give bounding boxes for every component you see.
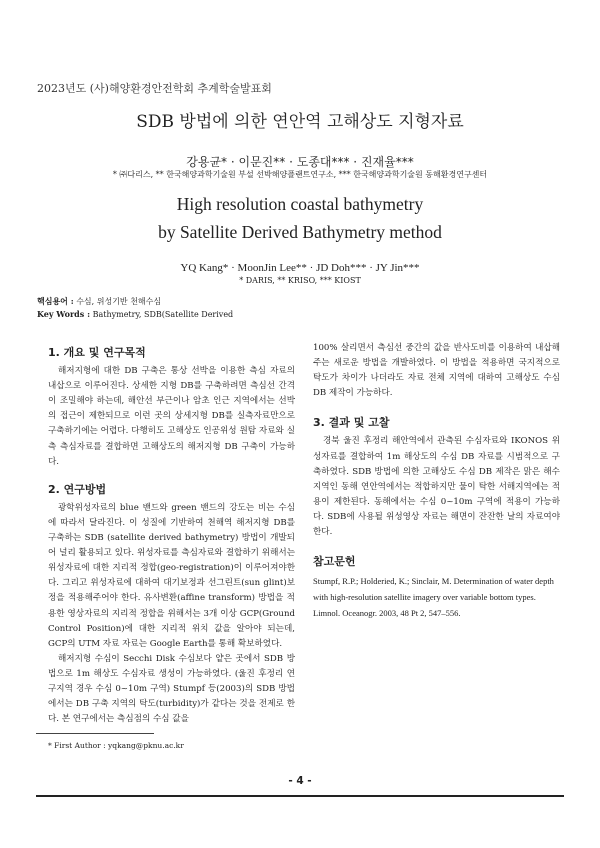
section-2-heading: 2. 연구방법 bbox=[48, 482, 107, 496]
english-title-line2: by Satellite Derived Bathymetry method bbox=[158, 222, 442, 242]
korean-authors: 강용균* · 이문진** · 도종대*** · 진재율*** bbox=[186, 155, 414, 169]
footnote: * First Author : yqkang@pknu.ac.kr bbox=[48, 741, 184, 750]
section-2-paragraph-2: 해저지형 수심이 Secchi Disk 수심보다 얕은 곳에서 SDB 방법으로 1m 해상도 수심자료 생성이 가능하였다. (울진 후정리 연구지역 경우 수심 0~10m 구역) Stumpf 등(2003)의 SDB 방법에서는 DB 구축 지역의 탁도(turbidity)가 같다는 것을 전제로 한다. 본 연구에서는 측심점의 수심 값을 bbox=[48, 653, 295, 725]
english-authors: YQ Kang* · MoonJin Lee** · JD Doh*** · JY Jin*** bbox=[180, 262, 420, 274]
bottom-divider bbox=[36, 795, 564, 797]
english-title bbox=[0, 190, 600, 246]
section-3-heading: 3. 결과 및 고찰 bbox=[313, 416, 390, 430]
english-affiliations: * DARIS, ** KRISO, *** KIOST bbox=[239, 276, 361, 285]
korean-affiliations: * ㈜다리스, ** 한국해양과학기술원 부설 선박해양플랜트연구소, *** 한국해양과학기술원 동해환경연구센터 bbox=[112, 170, 488, 179]
references-heading: 참고문헌 bbox=[313, 555, 356, 569]
english-title-line1: High resolution coastal bathymetry bbox=[176, 194, 424, 214]
section-3-paragraph: 경북 울진 후정리 해안역에서 관측된 수심자료와 IKONOS 위성자료를 결합하여 1m 해상도의 수심 DB 자료를 시범적으로 구축하였다. SDB 방법에 의한 고해상도 수심 DB 제작은 맑은 해수지역인 동해 연안역에서는 적합하지만 물이 탁한 서해지역에는 적용이 제한된다. 동해에서는 수심 0~10m 구역에 적용이 가능하다. SDB에 사용될 위성영상 자료는 해면이 잔잔한 날의 자료여야 한다. bbox=[313, 436, 560, 538]
keywords-english bbox=[37, 308, 233, 321]
section-2-paragraph-1: 광학위성자료의 blue 밴드와 green 밴드의 강도는 비는 수심에 따라서 달라진다. 이 성질에 기반하여 천해역 해저지형 DB를 구축하는 SDB (satellite derived bathymetry) 방법이 개발되어 널리 활용되고 있다. 위성자료를 측심자료와 결합하기 위해서는 위성자료에 대한 지리적 정합(geo-registration)이 이루어져야한다. 그리고 위성자료에 대하여 대기보정과 선그린트(sun glint)보정을 적용해주어야 한다. 유사변환(affine transform) 방법을 적용한 영상자료의 지리적 정합을 위해서는 3개 이상 GCP(Ground Control Position)에 대한 지리적 위치 값을 알아야 되는데, GCP의 UTM 자료 자료는 Google Earth를 통해 확보하였다. bbox=[48, 502, 295, 649]
right-column bbox=[313, 341, 560, 621]
keywords-korean bbox=[37, 295, 233, 308]
conference-header: 2023년도 (사)해양환경안전학회 추계학술발표회 bbox=[37, 82, 272, 95]
keywords-en-text: Bathymetry, SDB(Satellite Derived bbox=[90, 310, 234, 319]
footnote-divider bbox=[36, 733, 154, 734]
keywords-en-label: Key Words : bbox=[37, 309, 91, 319]
keywords-ko-text: 수심, 위성기반 천해수심 bbox=[73, 297, 162, 306]
page-number: - 4 - bbox=[288, 775, 312, 787]
section-1-heading: 1. 개요 및 연구목적 bbox=[48, 346, 146, 359]
section-1-paragraph: 해저지형에 대한 DB 구축은 통상 선박을 이용한 측심 자료의 내삽으로 이루어진다. 상세한 지형 DB를 구축하려면 측심선 간격이 조밀해야 하는데, 해안선 부근이나 암초 인근 지역에서는 선박의 접근이 제한되므로 이런 곳의 상세지형 DB를 실측자료만으로 구축하기에는 어렵다. 다행히도 고해상도 인공위성 원탐 자료와 실측 측심자료를 결합하면 고해상도의 해저지형 DB 구축이 가능하다. bbox=[48, 366, 295, 467]
section-2-continuation: 100% 살리면서 측심선 중간의 값을 반사도비를 이용하여 내삽해주는 새로운 방법을 개발하였다. 이 방법을 적용하면 국지적으로 탁도가 차이가 나더라도 자료 전체 지역에 대하여 고해상도 수심 DB 제작이 가능하다. bbox=[313, 343, 560, 399]
left-column bbox=[48, 341, 295, 727]
korean-title: SDB 방법에 의한 연안역 고해상도 지형자료 bbox=[136, 112, 464, 132]
reference-1: Stumpf, R.P.; Holderied, K.; Sinclair, M. Determination of water depth with high-resolution satellite imagery over variable bottom types. Limnol. Oceanogr. 2003, 48 Pt 2, 547–556. bbox=[313, 576, 554, 619]
keywords-ko-label: 핵심용어 : bbox=[37, 296, 74, 306]
keywords bbox=[37, 295, 233, 321]
